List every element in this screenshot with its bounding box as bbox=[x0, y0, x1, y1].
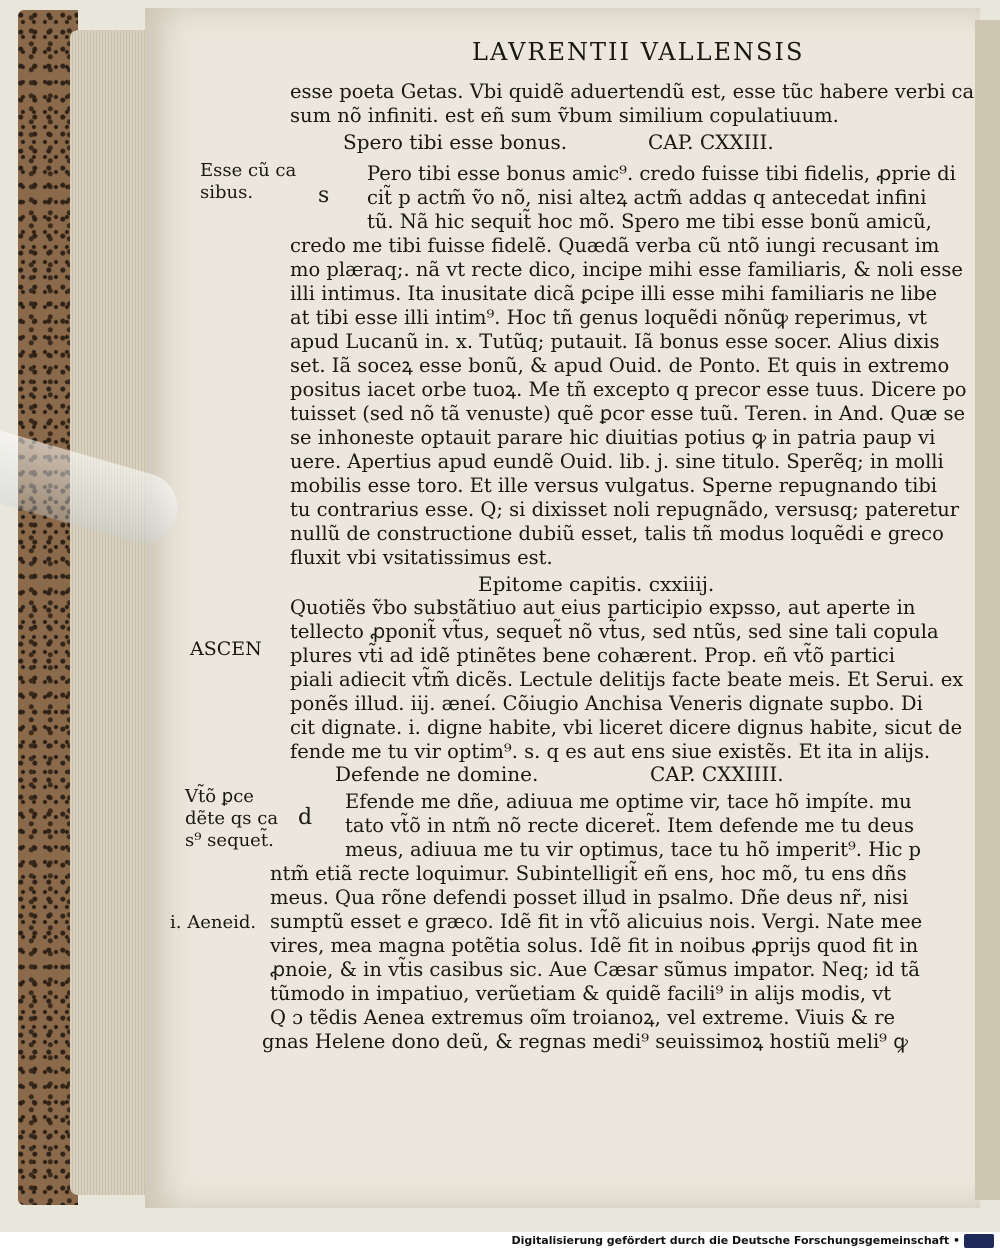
marginal-note: ASCEN bbox=[190, 638, 262, 660]
text-line: esse poeta Getas. Vbi quidẽ aduertendũ est, esse tũc habere verbi ca bbox=[290, 80, 975, 103]
text-line: plures vt̃i ad idẽ ptinẽtes bene cohærent. Prop. eñ vt̃õ partici bbox=[290, 644, 895, 667]
text-line: sum nõ infiniti. est eñ sum ṽbum similium copulatiuum. bbox=[290, 104, 839, 127]
chapter-number: CAP. CXXIII. bbox=[648, 130, 774, 154]
text-line: tato vt̃õ in ntm̃ nõ recte diceret̃. Item defende me tu deus bbox=[345, 814, 914, 837]
text-line: ponẽs illud. iij. æneí. Cõiugio Anchisa Veneris dignate supbo. Di bbox=[290, 692, 923, 715]
epitome-heading: Epitome capitis. cxxiiij. bbox=[478, 572, 715, 596]
text-line: piali adiecit vt̃m̃ dicẽs. Lectule delitijs facte beate meis. Et Serui. ex bbox=[290, 668, 964, 691]
marginal-note: sibus. bbox=[200, 182, 254, 203]
text-line: Pero tibi esse bonus amic⁹. credo fuisse tibi fidelis, ꝓprie di bbox=[367, 162, 956, 185]
marginal-note: Esse cũ ca bbox=[200, 160, 297, 181]
text-line: Efende me dñe, adiuua me optime vir, tace hõ impíte. mu bbox=[345, 790, 912, 813]
text-line: tũ. Nã hic sequit̃ hoc mõ. Spero me tibi esse bonũ amicũ, bbox=[367, 210, 932, 233]
marginal-note: s⁹ sequet̃. bbox=[185, 830, 274, 851]
dfg-logo-icon bbox=[964, 1234, 994, 1248]
text-line: cit dignate. i. digne habite, vbi liceret dicere dignus habite, sicut de bbox=[290, 716, 963, 739]
text-line: meus, adiuua me tu vir optimus, tace tu hõ imperit⁹. Hic p bbox=[345, 838, 922, 861]
text-line: mobilis esse toro. Et ille versus vulgatus. Sperne repugnando tibi bbox=[290, 474, 938, 497]
marginal-note: dẽte qs ca bbox=[185, 808, 279, 829]
text-line: tũmodo in impatiuo, verũetiam & quidẽ facili⁹ in alijs modis, vt bbox=[270, 982, 892, 1005]
initial-letter: d bbox=[298, 805, 313, 830]
text-line: tuisset (sed nõ tã venuste) quẽ ꝑcor esse tuũ. Teren. in And. Quæ se bbox=[290, 402, 966, 425]
running-header: LAVRENTII VALLENSIS bbox=[472, 38, 805, 66]
page-edges bbox=[70, 30, 150, 1195]
text-line: fluxit vbi vsitatissimus est. bbox=[290, 546, 553, 569]
text-line: uere. Apertius apud eundẽ Ouid. lib. j. sine titulo. Sperẽq; in molli bbox=[290, 450, 944, 473]
text-line: nullũ de constructione dubiũ esset, talis tñ modus loquẽdi e greco bbox=[290, 522, 944, 545]
text-line: mo plæraq;. nã vt recte dico, incipe mihi esse familiaris, & noli esse bbox=[290, 258, 963, 281]
chapter-title: Defende ne domine. bbox=[335, 762, 539, 786]
text-line: Quotiẽs ṽbo substãtiuo aut eius participio expsso, aut aperte in bbox=[290, 596, 916, 619]
initial-letter: s bbox=[318, 183, 330, 208]
text-line: positus iacet orbe tuoꝝ. Me tñ excepto q precor esse tuus. Dicere po bbox=[290, 378, 967, 401]
text-line: sumptũ esset e græco. Idẽ fit in vt̃õ alicuius nois. Vergi. Nate mee bbox=[270, 910, 923, 933]
book-cover-board bbox=[18, 10, 78, 1205]
text-line: Q ɔ tẽdis Aenea extremus oĩm troianoꝝ, vel extreme. Viuis & re bbox=[270, 1006, 896, 1029]
text-line: at tibi esse illi intim⁹. Hoc tñ genus loquẽdi nõnũꝙ reperimus, vt bbox=[290, 306, 927, 329]
footer-bar bbox=[0, 1232, 1000, 1251]
text-line: fende me tu vir optim⁹. s. q es aut ens siue existẽs. Et ita in alijs. bbox=[290, 740, 931, 763]
marginal-note: Vt̃õ ꝑce bbox=[185, 786, 254, 807]
funding-credit: Digitalisierung gefördert durch die Deutsche Forschungsgemeinschaft • bbox=[511, 1234, 960, 1247]
text-line: credo me tibi fuisse fidelẽ. Quædã verba cũ ntõ iungi recusant im bbox=[290, 234, 940, 257]
text-line: tu contrarius esse. Q; si dixisset noli repugnãdo, versusq; pateretur bbox=[290, 498, 960, 521]
marginal-note: i. Aeneid. bbox=[170, 912, 257, 933]
text-line: apud Lucanũ in. x. Tutũq; putauit. Iã bonus esse socer. Alius dixis bbox=[290, 330, 940, 353]
text-line: meus. Qua rõne defendi posset illud in psalmo. Dñe deus nr̃, nisi bbox=[270, 886, 909, 909]
text-line: vires, mea magna potẽtia solus. Idẽ fit in noibus ꝓprijs quod fit in bbox=[270, 934, 919, 957]
text-line: illi intimus. Ita inusitate dicã ꝑcipe illi esse mihi familiaris ne libe bbox=[290, 282, 938, 305]
text-line: tellecto ꝓponit̃ vt̃us, sequet̃ nõ vt̃us, sed ntũs, sed sine tali copula bbox=[290, 620, 939, 643]
text-line: set. Iã soceꝝ esse bonũ, & apud Ouid. de Ponto. Et quis in extremo bbox=[290, 354, 950, 377]
text-line: gnas Helene dono deũ, & regnas medi⁹ seuissimoꝝ hostiũ meli⁹ ꝙ bbox=[262, 1030, 908, 1053]
chapter-title: Spero tibi esse bonus. bbox=[343, 130, 568, 154]
facing-page-edge bbox=[975, 20, 1000, 1200]
chapter-number: CAP. CXXIIII. bbox=[650, 762, 784, 786]
text-line: se inhoneste optauit parare hic diuitias potius ꝙ in patria paup vi bbox=[290, 426, 936, 449]
text-line: ꝓnoie, & in vt̃is casibus sic. Aue Cæsar sũmus impator. Neq; id tã bbox=[270, 958, 920, 981]
text-line: cit̃ p actm̃ ṽo nõ, nisi alteꝝ actm̃ addas q antecedat infini bbox=[367, 186, 927, 209]
text-line: ntm̃ etiã recte loquimur. Subintelligit̃ eñ ens, hoc mõ, tu ens dñs bbox=[270, 862, 907, 885]
